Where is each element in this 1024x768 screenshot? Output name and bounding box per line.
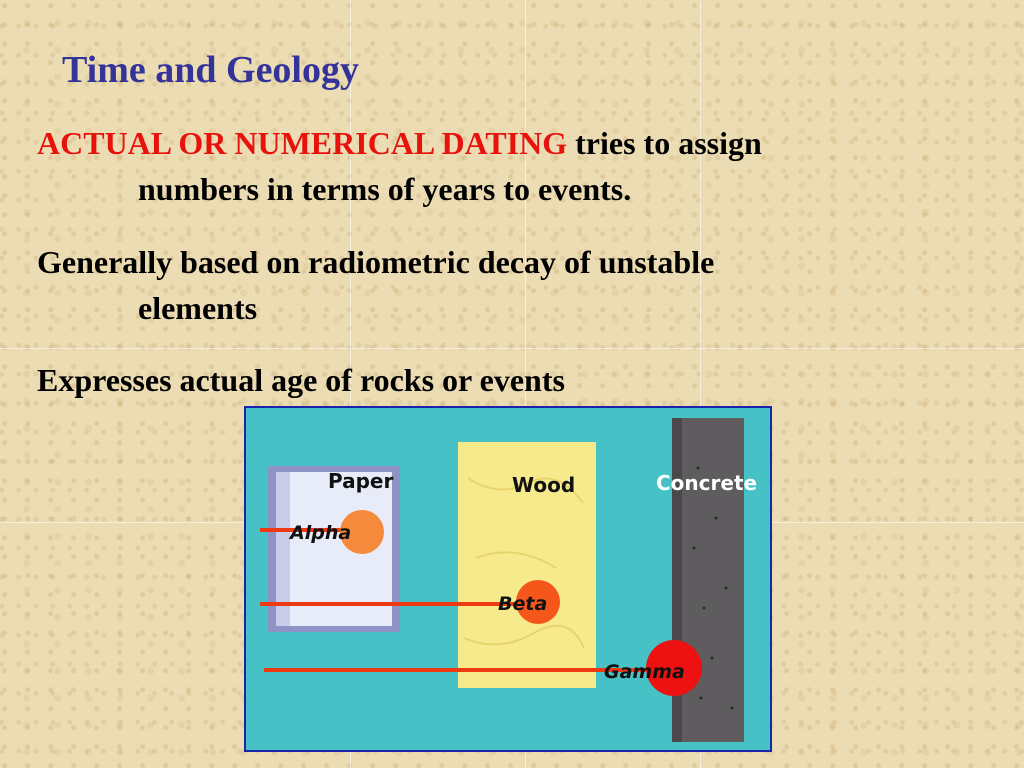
paragraph-continuation: elements xyxy=(138,290,258,326)
paragraph-continuation: numbers in terms of years to events. xyxy=(138,171,632,207)
concrete-label: Concrete xyxy=(656,471,758,495)
paragraph-expresses xyxy=(37,357,977,403)
paragraph-radiometric xyxy=(37,239,977,331)
paragraph-actual-dating xyxy=(37,120,977,212)
radiation-diagram xyxy=(246,408,770,750)
highlight-term: ACTUAL OR NUMERICAL DATING xyxy=(37,125,568,161)
paragraph-text: Expresses actual age of rocks or events xyxy=(37,362,565,398)
paragraph-text: Generally based on radiometric decay of unstable xyxy=(37,244,715,280)
paper-label: Paper xyxy=(328,469,394,493)
paragraph-text: tries to assign xyxy=(567,125,762,161)
wood-label: Wood xyxy=(512,473,576,497)
beta-label: Beta xyxy=(498,593,548,615)
alpha-label: Alpha xyxy=(290,522,352,544)
radiation-penetration-figure xyxy=(244,406,772,752)
slide-title: Time and Geology xyxy=(62,49,359,91)
gamma-label: Gamma xyxy=(604,661,685,683)
